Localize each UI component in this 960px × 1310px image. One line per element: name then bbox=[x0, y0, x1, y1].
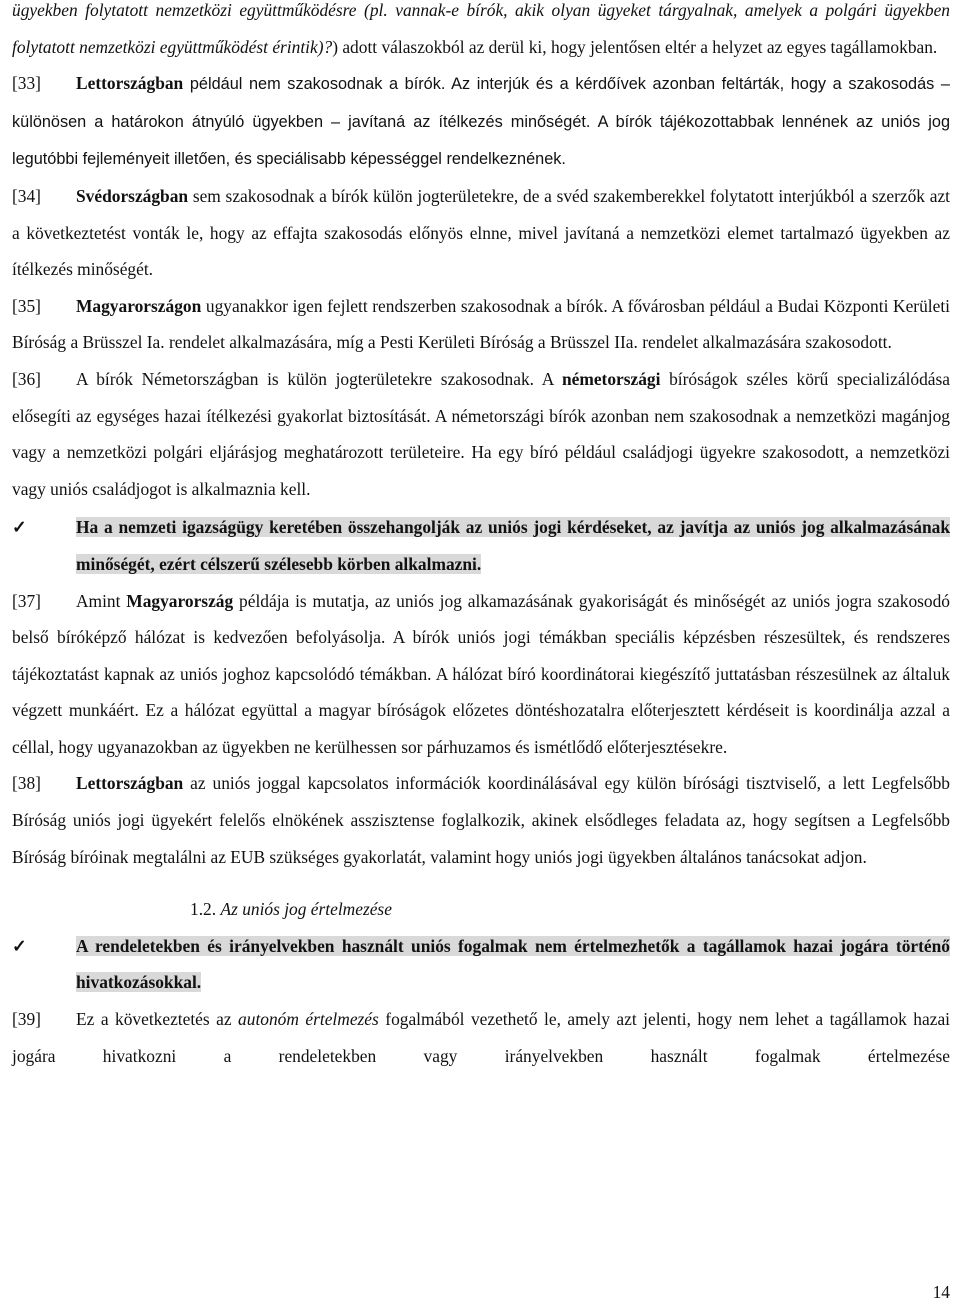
section-title: Az uniós jog értelmezése bbox=[220, 899, 392, 920]
country-bold: Magyarországon bbox=[76, 295, 202, 316]
paragraph-text: Amint bbox=[76, 590, 127, 611]
intro-italic-2: polgári ügyekben folytatott nemzetközi együttműködést érintik)? bbox=[12, 0, 951, 57]
country-bold: Lettországban bbox=[76, 73, 184, 94]
conclusion-box-1 bbox=[12, 509, 950, 582]
paragraph-text: az uniós joggal kapcsolatos információk koordinálásával egy külön bírósági tisztviselő, a lett Legfelsőbb Bíróság uniós jogi ügyekért felelős elnökének asszisztense foglalkozik, akinek elsődleges feladata az, hogy segítsen a Legfelsőbb Bíróság bíróinak megtalálni az EUB szükséges gyakorlatát, valamint hogy uniós jogi ügyekben általános tanácsokat adjon. bbox=[12, 773, 950, 867]
paragraph-37 bbox=[12, 583, 950, 766]
paragraph-36 bbox=[12, 361, 950, 507]
section-heading bbox=[12, 891, 950, 928]
paragraph-39 bbox=[12, 1001, 950, 1074]
paragraph-35 bbox=[12, 288, 950, 361]
intro-line3: eltér a helyzet az egyes tagállamokban. bbox=[664, 36, 938, 57]
paragraph-number: [33] bbox=[12, 73, 41, 94]
country-bold: Lettországban bbox=[76, 773, 184, 794]
paragraph-number: [39] bbox=[12, 1009, 41, 1030]
page-number: 14 bbox=[932, 1282, 950, 1302]
paragraph-text-2: fogalmából vezethető le, amely azt jelenti, hogy nem lehet a tagállamok hazai jogára hivatkozni a rendeletekben vagy irányelvekben használt fogalmak értelmezése bbox=[12, 1009, 950, 1066]
paragraph-33 bbox=[12, 65, 950, 178]
country-bold: Magyarország bbox=[126, 590, 234, 611]
intro-italic-1: ügyekben folytatott nemzetközi együttműködésre (pl. vannak-e bírók, akik olyan ügyeket tárgyalnak, amelyek a bbox=[12, 0, 819, 20]
conclusion-text: A rendeletekben és irányelvekben használt uniós fogalmak nem értelmezhetők a tagállamok hazai jogára történő hivatkozásokkal. bbox=[76, 935, 950, 993]
paragraph-text-2: bíróságok széles körű specializálódása elősegíti az egységes hazai ítélkezési gyakorlat biztosítását. A németországi bírók azonban nem szakosodnak a nemzetközi magánjog vagy a nemzetközi polgári eljárásjog meghatározott területeire. Ha egy bíró például családjogi ügyekre szakosodott, a nemzetközi vagy uniós családjogot is alkalmaznia kell. bbox=[12, 368, 950, 499]
paragraph-number: [34] bbox=[12, 185, 41, 206]
paragraph-number: [38] bbox=[12, 773, 41, 794]
paragraph-38 bbox=[12, 765, 950, 875]
checkmark-icon: ✓ bbox=[12, 935, 27, 956]
paragraph-text: sem szakosodnak a bírók külön jogterületekre, de a svéd szakemberekkel folytatott interjúkból a szerzők azt a következtetést vonták le, hogy az effajta szakosodás előnyös elnne, mivel javítaná a nemzetközi elemet tartalmazó ügyekben az ítélkezés minőségét. bbox=[12, 185, 950, 280]
paragraph-text: például nem szakosodnak a bírók. Az interjúk és a kérdőívek azonban feltárták, hogy a szakosodás – különösen a határokon átnyúló ügyekben – javítaná az ítélkezés minőségét. A bírók tájékozottabbak lennének az uniós jog legutóbbi fejleményeit illetően, és speciálisabb képességgel rendelkeznének. bbox=[12, 75, 950, 169]
checkmark-icon: ✓ bbox=[12, 517, 27, 538]
paragraph-text: A bírók Németországban is külön jogterületekre szakosodnak. A bbox=[76, 368, 562, 389]
paragraph-text-2: példája is mutatja, az uniós jog alkamazásának gyakoriságát és minőségét az uniós jogra szakosodó belső bíróképző hálózat is kedvezően befolyásolja. A bírók uniós jogi témákban speciális képzésben részesültek, és rendszeres tájékoztatást kapnak az uniós joghoz kapcsolódó témákban. A hálózat bíró koordinátorai kiegészítő juttatásban részesülnek az általuk végzett munkáért. Ez a hálózat együttal a magyar bíróságok előzetes döntéshozatalra előterjesztett kérdéseit is koordinálja azzal a céllal, hogy ugyanazokban az ügyekben ne kerülhessen sor párhuzamos és ismétlődő előterjesztésekre. bbox=[12, 590, 950, 757]
intro-paragraph bbox=[12, 0, 950, 65]
intro-rest: ) adott válaszokból az derül ki, hogy jelentősen bbox=[332, 36, 661, 57]
conclusion-box-2 bbox=[12, 928, 950, 1001]
document-page bbox=[12, 0, 950, 1074]
country-bold: németországi bbox=[561, 368, 661, 389]
section-number: 1.2. bbox=[190, 899, 217, 920]
paragraph-34 bbox=[12, 178, 950, 288]
paragraph-text: Ez a következtetés az bbox=[76, 1009, 239, 1030]
paragraph-number: [36] bbox=[12, 368, 41, 389]
conclusion-text: Ha a nemzeti igazságügy keretében összehangolják az uniós jogi kérdéseket, az javítja az uniós jog alkalmazásának minőségét, ezért célszerű szélesebb körben alkalmazni. bbox=[76, 517, 950, 574]
italic-term: autonóm értelmezés bbox=[238, 1009, 379, 1030]
country-bold: Svédországban bbox=[76, 185, 189, 206]
paragraph-number: [37] bbox=[12, 590, 41, 611]
paragraph-number: [35] bbox=[12, 295, 41, 316]
paragraph-text: ugyanakkor igen fejlett rendszerben szakosodnak a bírók. A fővárosban például a Budai Központi Kerületi Bíróság a Brüsszel Ia. rendelet alkalmazására, míg a Pesti Kerületi Bíróság a Brüsszel IIa. rendelet alkalmazására szakosodott. bbox=[12, 295, 950, 353]
